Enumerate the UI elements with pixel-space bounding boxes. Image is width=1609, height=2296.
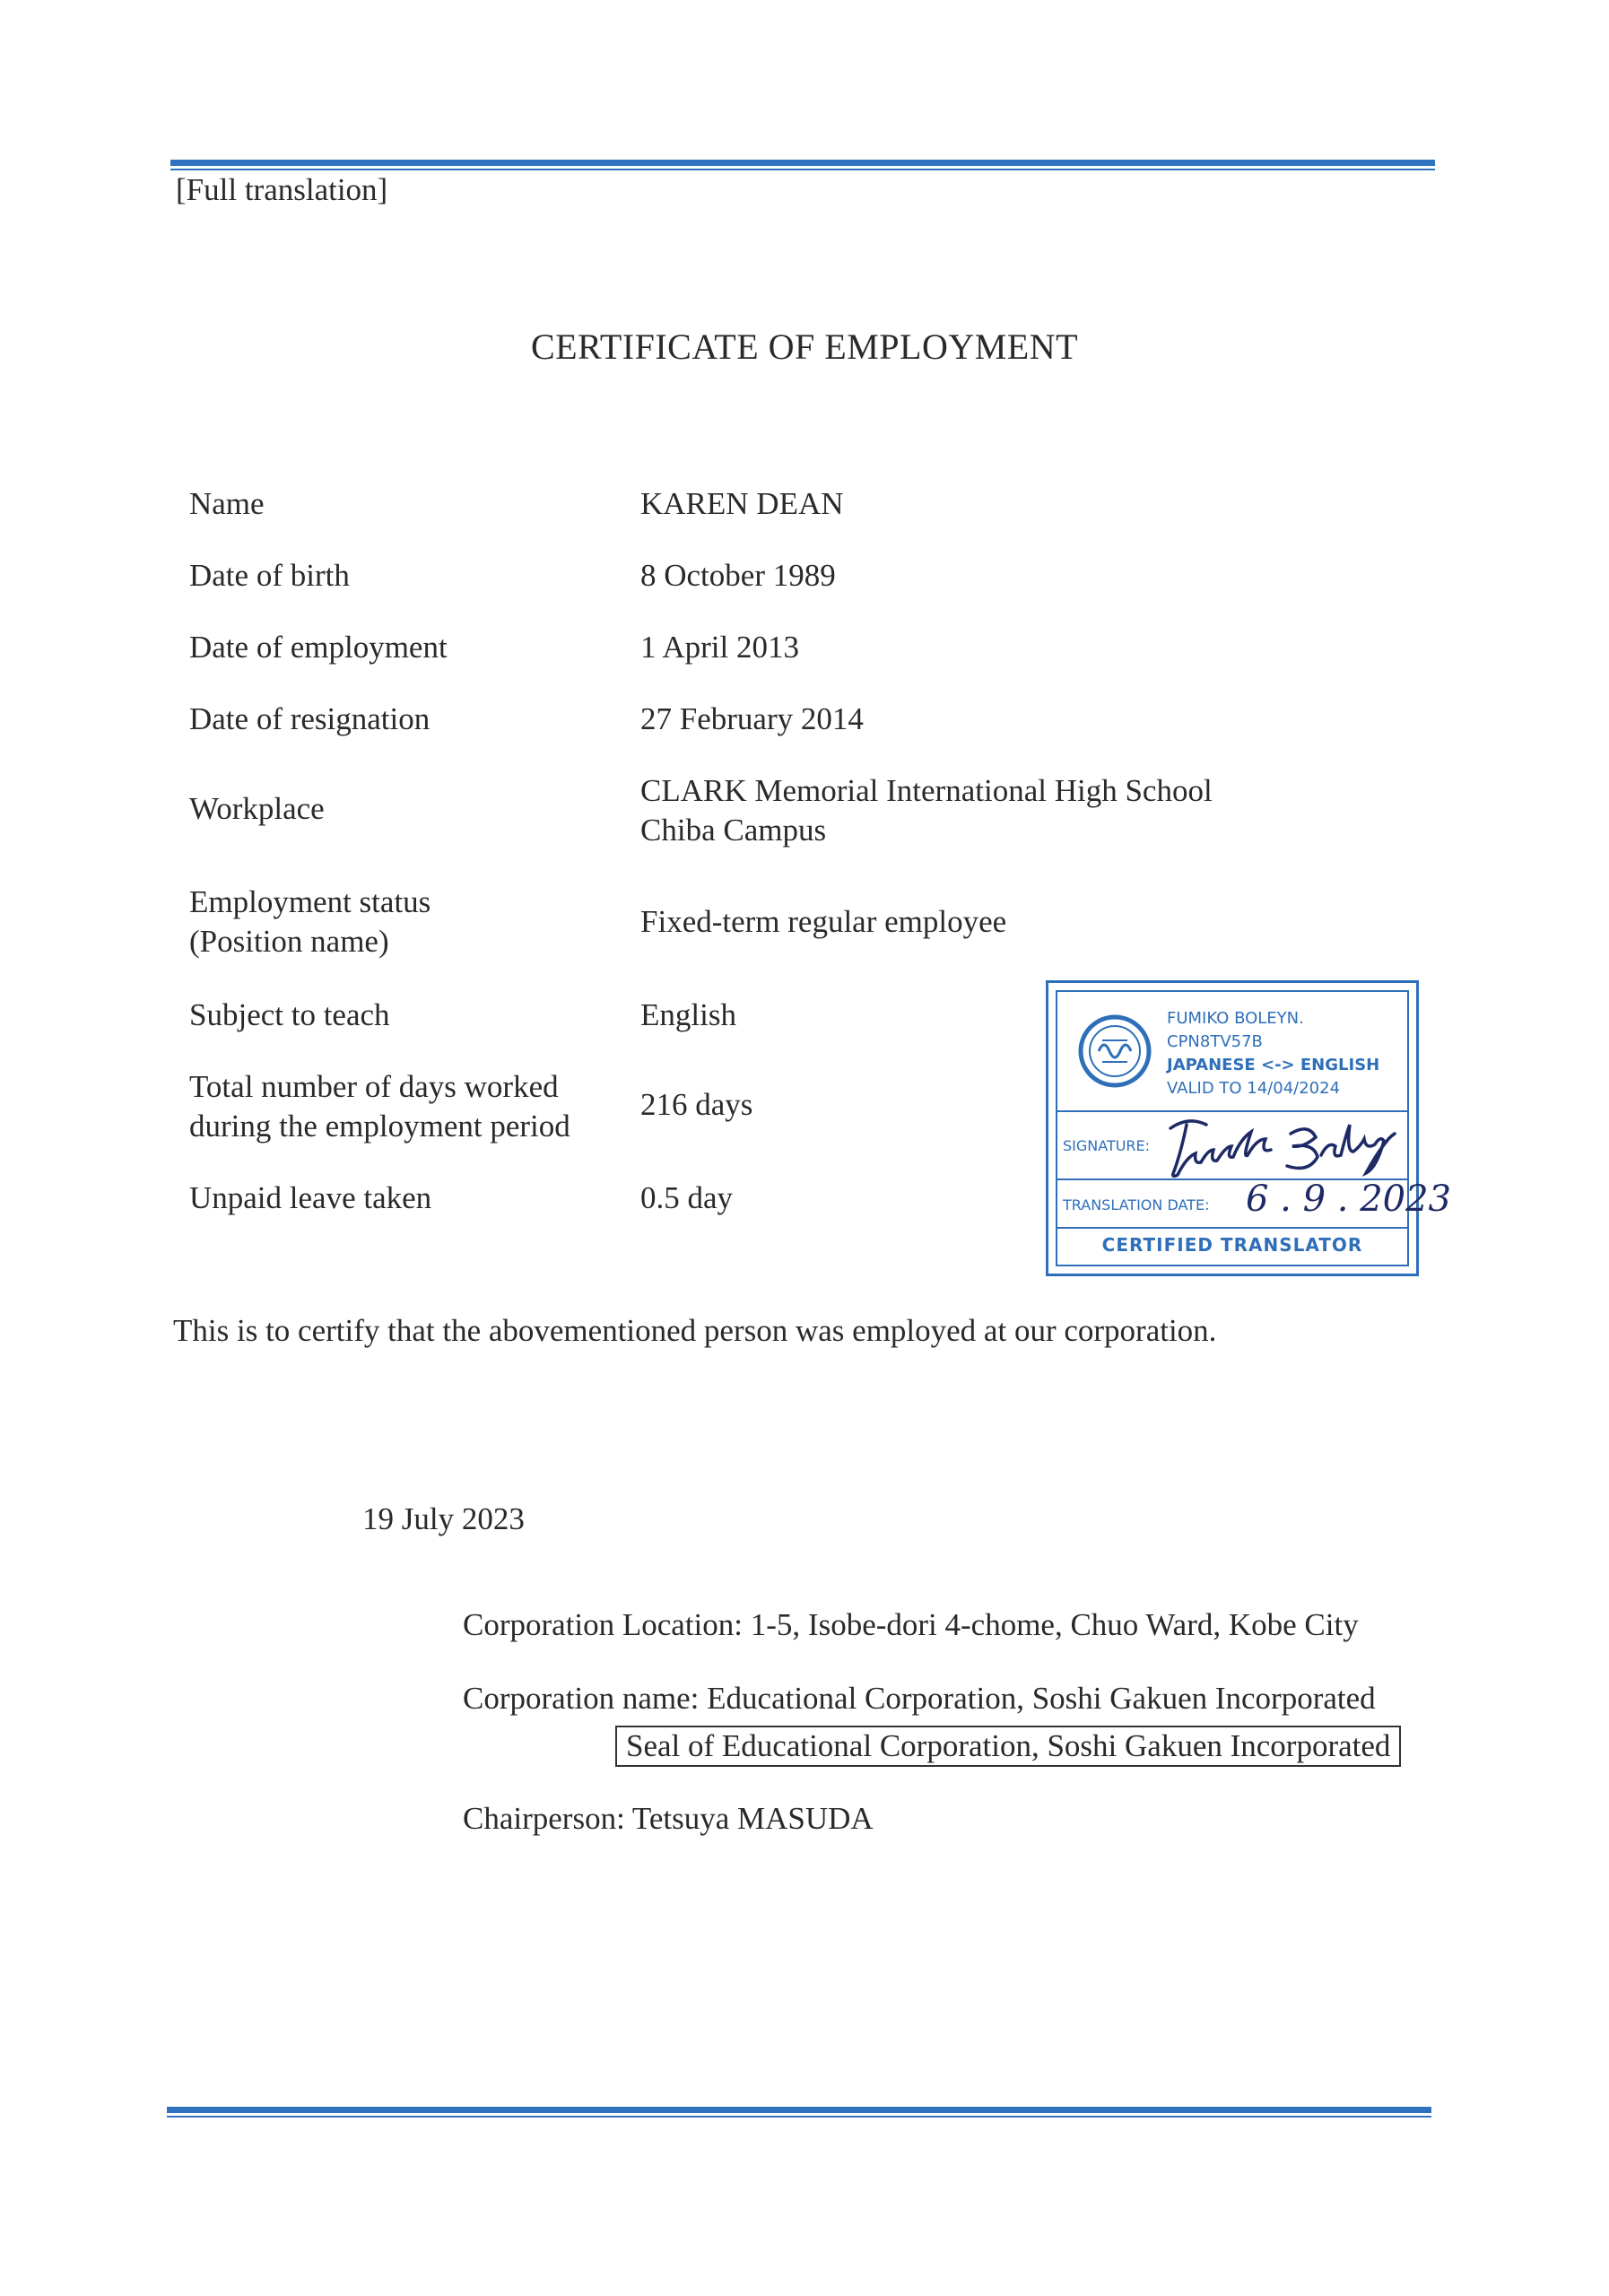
stamp-code: CPN8TV57B [1167,1032,1263,1051]
label-date-of-resignation: Date of resignation [189,701,431,736]
label-days-worked-line2: during the employment period [189,1109,570,1144]
stamp-divider [1057,1227,1407,1229]
value-subject: English [640,997,736,1032]
bottom-rule-thin [167,2116,1431,2118]
corporation-location: Corporation Location: 1-5, Isobe-dori 4-chome, Chuo Ward, Kobe City [463,1607,1359,1642]
label-workplace: Workplace [189,791,325,826]
handwritten-signature [1163,1112,1414,1182]
certification-statement: This is to certify that the abovementioned person was employed at our corporation. [173,1313,1217,1348]
stamp-inner-border [1056,990,1451,1266]
chairperson: Chairperson: Tetsuya MASUDA [463,1801,874,1836]
label-name: Name [189,486,265,521]
top-rule [170,160,1435,166]
translator-stamp [1046,980,1451,1276]
value-unpaid-leave: 0.5 day [640,1180,734,1215]
stamp-translation-date-value: 6 . 9 . 2023 [1246,1178,1451,1220]
value-date-of-employment: 1 April 2013 [640,630,799,665]
corporation-seal-box: Seal of Educational Corporation, Soshi Gakuen Incorporated [615,1726,1401,1767]
full-translation-note: [Full translation] [176,172,388,207]
label-subject: Subject to teach [189,997,390,1032]
issue-date: 19 July 2023 [362,1501,525,1536]
stamp-certified-translator: CERTIFIED TRANSLATOR [1101,1234,1363,1256]
value-days-worked: 216 days [640,1087,753,1122]
label-employment-status-line2: (Position name) [189,924,389,959]
bottom-rule [167,2107,1431,2113]
label-date-of-birth: Date of birth [189,558,350,593]
stamp-translator-name: FUMIKO BOLEYN. [1167,1009,1304,1028]
stamp-signature-label: SIGNATURE: [1063,1137,1151,1154]
label-date-of-employment: Date of employment [189,630,448,665]
value-date-of-resignation: 27 February 2014 [640,701,864,736]
label-unpaid-leave: Unpaid leave taken [189,1180,432,1215]
value-employment-status: Fixed-term regular employee [640,904,1007,939]
translator-seal-icon [1077,1013,1152,1089]
label-employment-status-line1: Employment status [189,884,431,919]
stamp-translation-date-label: TRANSLATION DATE: [1063,1196,1210,1213]
stamp-valid-to: VALID TO 14/04/2024 [1167,1079,1341,1098]
stamp-languages: JAPANESE <-> ENGLISH [1167,1056,1380,1074]
value-name: KAREN DEAN [640,486,844,521]
label-days-worked-line1: Total number of days worked [189,1069,559,1104]
value-date-of-birth: 8 October 1989 [640,558,836,593]
value-workplace-line2: Chiba Campus [640,813,827,848]
document-title: CERTIFICATE OF EMPLOYMENT [530,326,1079,367]
value-workplace-line1: CLARK Memorial International High School [640,773,1213,808]
corporation-name: Corporation name: Educational Corporation, Soshi Gakuen Incorporated [463,1681,1376,1716]
